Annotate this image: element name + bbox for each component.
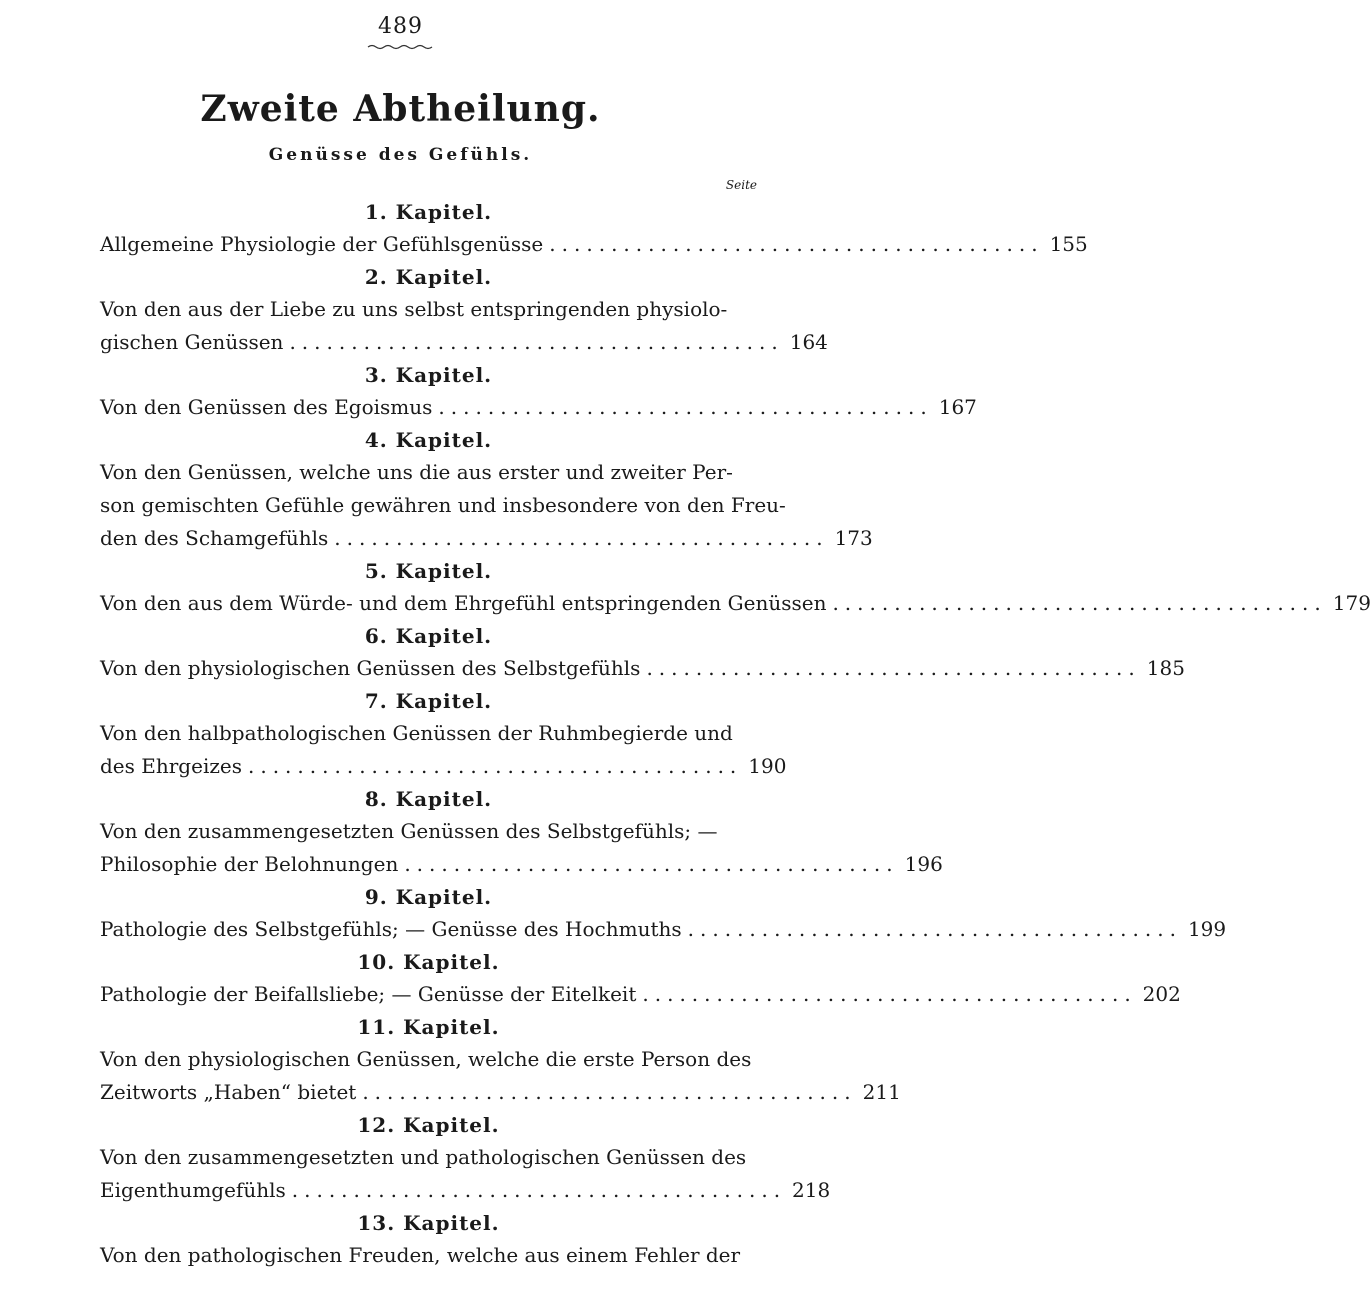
chapter-label: 12. Kapitel.	[357, 1113, 500, 1137]
toc-entry	[100, 424, 873, 555]
entry-page-number: 179	[1332, 591, 1371, 615]
entry-text-line	[100, 848, 943, 881]
entry-text-line	[100, 228, 1088, 261]
entry-text-line	[100, 456, 757, 489]
entry-text-line	[100, 652, 1185, 685]
entry-title-text: Von den Genüssen, welche uns die aus erster und zweiter Per-	[100, 460, 733, 484]
entry-title-text: Von den physiologischen Genüssen, welche die erste Person des	[100, 1047, 752, 1071]
toc-entry	[100, 783, 943, 881]
entry-text-line	[100, 815, 757, 848]
dot-leader: ........................................	[291, 1178, 787, 1202]
chapter-label: 13. Kapitel.	[357, 1211, 500, 1235]
entry-text-line	[100, 326, 828, 359]
entry-page-number: 155	[1049, 232, 1088, 256]
toc-entry	[100, 359, 977, 424]
chapter-label: 7. Kapitel.	[364, 689, 493, 713]
chapter-label: 10. Kapitel.	[357, 950, 500, 974]
entry-title-text: Von den aus dem Würde- und dem Ehrgefühl entspringenden Genüssen	[100, 591, 827, 615]
chapter-label: 6. Kapitel.	[364, 624, 493, 648]
entry-title-text: Von den aus der Liebe zu uns selbst entspringenden physiolo-	[100, 297, 728, 321]
entry-text-line	[100, 1076, 901, 1109]
dot-leader: ........................................	[832, 591, 1327, 615]
entry-title-text: gischen Genüssen	[100, 330, 284, 354]
dot-leader: ........................................	[687, 917, 1182, 941]
dot-leader: ........................................	[404, 852, 899, 876]
chapter-label: 5. Kapitel.	[364, 559, 493, 583]
entry-title-text: Allgemeine Physiologie der Gefühlsgenüsse	[100, 232, 544, 256]
entry-title-text: des Ehrgeizes	[100, 754, 242, 778]
entry-text-line	[100, 1043, 757, 1076]
page-number: 489	[378, 14, 423, 39]
chapter-label: 3. Kapitel.	[364, 363, 493, 387]
page-number-ornament	[368, 44, 432, 50]
entry-page-number: 164	[789, 330, 828, 354]
entry-page-number: 202	[1142, 982, 1181, 1006]
toc-entry	[100, 620, 1185, 685]
entry-text-line	[100, 1174, 831, 1207]
entry-title-text: Pathologie der Beifallsliebe; — Genüsse der Eitelkeit	[100, 982, 637, 1006]
entry-text-line	[100, 293, 757, 326]
dot-leader: ........................................	[646, 656, 1141, 680]
chapter-label: 11. Kapitel.	[357, 1015, 500, 1039]
entry-title-text: Philosophie der Belohnungen	[100, 852, 399, 876]
entry-page-number: 173	[834, 526, 873, 550]
entry-text-line	[100, 913, 1227, 946]
entry-text-line	[100, 489, 786, 522]
dot-leader: ........................................	[642, 982, 1137, 1006]
entry-title-text: Von den Genüssen des Egoismus	[100, 395, 433, 419]
dot-leader: ........................................	[247, 754, 743, 778]
entry-text-line	[100, 391, 977, 424]
entry-text-line	[100, 1141, 757, 1174]
dot-leader: ........................................	[438, 395, 933, 419]
section-subtitle: Genüsse des Gefühls.	[268, 145, 533, 165]
entry-page-number: 211	[862, 1080, 901, 1104]
toc-entry	[100, 1011, 901, 1109]
dot-leader: ........................................	[362, 1080, 857, 1104]
toc-entry	[100, 1109, 831, 1207]
entry-title-text: Von den zusammengesetzten und pathologischen Genüssen des	[100, 1145, 747, 1169]
toc-entry	[100, 881, 1227, 946]
entry-text-line	[100, 522, 873, 555]
entry-page-number: 190	[748, 754, 787, 778]
toc-entry	[100, 946, 1181, 1011]
entry-title-text: Zeitworts „Haben“ bietet	[100, 1080, 357, 1104]
entry-page-number: 167	[938, 395, 977, 419]
entry-title-text: Eigenthumgefühls	[100, 1178, 286, 1202]
chapter-label: 2. Kapitel.	[364, 265, 493, 289]
toc-entry	[100, 261, 828, 359]
toc-entry	[100, 1207, 757, 1272]
entry-title-text: Von den physiologischen Genüssen des Selbstgefühls	[100, 656, 641, 680]
entry-title-text: Von den zusammengesetzten Genüssen des Selbstgefühls; —	[100, 819, 718, 843]
table-of-contents	[100, 196, 1371, 1272]
entry-text-line	[100, 1239, 757, 1272]
chapter-label: 9. Kapitel.	[364, 885, 493, 909]
entry-title-text: Von den pathologischen Freuden, welche aus einem Fehler der	[100, 1243, 741, 1267]
dot-leader: ........................................	[549, 232, 1044, 256]
toc-entry	[100, 685, 787, 783]
chapter-label: 1. Kapitel.	[364, 200, 493, 224]
chapter-label: 4. Kapitel.	[364, 428, 493, 452]
entry-page-number: 185	[1146, 656, 1185, 680]
page-column-header: Seite	[725, 178, 757, 192]
entry-title-text: Pathologie des Selbstgefühls; — Genüsse des Hochmuths	[100, 917, 682, 941]
chapter-label: 8. Kapitel.	[364, 787, 493, 811]
toc-entry	[100, 196, 1088, 261]
dot-leader: ........................................	[289, 330, 784, 354]
entry-text-line	[100, 717, 757, 750]
toc-entry	[100, 555, 1371, 620]
dot-leader: ........................................	[334, 526, 829, 550]
entry-text-line	[100, 978, 1181, 1011]
entry-title-text: Von den halbpathologischen Genüssen der Ruhmbegierde und	[100, 721, 733, 745]
entry-text-line	[100, 587, 1371, 620]
entry-text-line	[100, 750, 787, 783]
entry-page-number: 199	[1187, 917, 1227, 941]
entry-page-number: 218	[792, 1178, 831, 1202]
entry-page-number: 196	[904, 852, 943, 876]
entry-title-text: son gemischten Gefühle gewähren und insbesondere von den Freu-	[100, 493, 786, 517]
entry-title-text: den des Schamgefühls	[100, 526, 329, 550]
section-title: Zweite Abtheilung.	[200, 88, 601, 130]
